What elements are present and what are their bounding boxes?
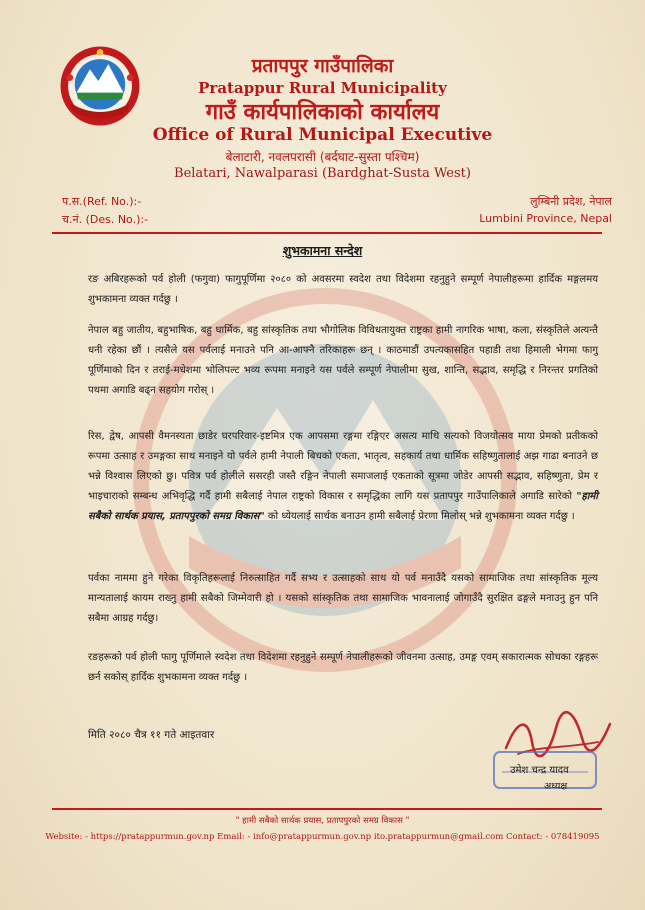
office-name-en: Office of Rural Municipal Executive bbox=[152, 125, 493, 145]
address-en: Belatari, Nawalparasi (Bardghat-Susta West) bbox=[174, 166, 471, 181]
paragraph-4: पर्वका नाममा हुने गरेका विकृतिहरूलाई निरुत्साहित गर्दै सभ्य र उत्साहको साथ यो पर्व मनाउँदै यसको सामाजिक तथा सांस्कृतिक मूल्य मान्यतालाई कायम राख्नु हामी सबैको जिम्मेवारी हो । यसको सांस्कृतिक तथा सामाजिक भावनालाई जोगाउँदै सुरक्षित ढङ्गले मनाउनु हुन पनि सबैमा आग्रह गर्दछु। bbox=[88, 573, 598, 624]
footer-contact: Website: - https://pratappurmun.gov.np Email: - info@pratappurmun.gov.np ito.pratappurmun@gmail.com Contact: - 078419095 bbox=[45, 832, 600, 842]
header-divider bbox=[52, 232, 602, 234]
paragraph-3-slogan: "हामी सबैको सार्थक प्रयास, प्रतापपुरको समग्र विकास" bbox=[88, 491, 598, 522]
municipality-name-np: प्रतापपुर गाउँपालिका bbox=[251, 55, 394, 77]
address-np: बेलाटारी, नवलपरासी (बर्दघाट-सुस्ता पश्चिम) bbox=[225, 150, 420, 164]
paragraph-3-part-b: को ध्येयलाई सार्थक बनाउन हामी सबैलाई प्रेरणा मिलोस् भन्ने शुभकामना व्यक्त गर्दछु । bbox=[264, 511, 575, 522]
province-en: Lumbini Province, Nepal bbox=[479, 212, 612, 225]
municipality-name-en: Pratappur Rural Municipality bbox=[198, 79, 447, 97]
office-name-np: गाउँ कार्यपालिकाको कार्यालय bbox=[205, 100, 440, 125]
footer-slogan: " हामी सबैको सार्थक प्रयास, प्रतापपुरको समग्र विकास " bbox=[235, 816, 410, 826]
paragraph-2: नेपाल बहु जातीय, बहुभाषिक, बहु धार्मिक, बहु सांस्कृतिक तथा भौगोलिक विविधतायुक्त राष्ट्रका हामी नागरिक भाषा, कला, संस्कृतिले अत्यन्तै धनी रहेका छौं । त्यसैले यस पर्वलाई मनाउने पनि आ-आफ्नै तरिकाहरू छन् । काठमाडौं उपत्यकासहित पहाडी तथा हिमाली भेगमा फागु पूर्णिमाको दिन र तराई-मधेशमा भोलिपल्ट भव्य रूपमा मनाइने यस पर्वले सम्पूर्ण नेपालीमा सुख, शान्ति, सद्भाव, समृद्धि र निरन्तर प्रगतिको पथमा अगाडि बढ्न सहयोग गरोस् । bbox=[88, 325, 598, 396]
letter-subject: शुभकामना सन्देश bbox=[282, 243, 363, 258]
paragraph-5: रङहरूको पर्व होली फागु पूर्णिमाले स्वदेश तथा विदेशमा रहनुहुने सम्पूर्ण नेपालीहरूको जीवनमा उत्साह, उमङ्ग एवम् सकारात्मक सोचका रङ्गहरू छर्न सकोस् हार्दिक शुभकामना व्यक्त गर्दछु । bbox=[88, 652, 598, 683]
letter-date: मिति २०८० चैत्र ११ गते आइतवार bbox=[88, 729, 215, 741]
paragraph-3 bbox=[88, 427, 598, 527]
reference-number-label: प.स.(Ref. No.):- bbox=[62, 195, 142, 208]
paragraph-1: रङ अबिरहरूको पर्व होली (फगुवा) फागुपूर्णिमा २०८० को अवसरमा स्वदेश तथा विदेशमा रहनुहुने सम्पूर्ण नेपालीहरूमा हार्दिक मङ्गलमय शुभकामना व्यक्त गर्दछु । bbox=[88, 274, 598, 305]
signatory-title: अध्यक्ष bbox=[544, 781, 568, 792]
paragraph-3-part-a: रिस, द्वेष, आपसी वैमनस्यता छाडेर घरपरिवार-इष्टमित्र एक आपसमा रङ्गमा रङ्गिएर असत्य माथि सत्यको विजयोत्सव माया प्रेमको प्रतीकको रूपमा उत्साह र उमङ्गका साथ मनाइने यो पर्वले हामी नेपाली बिचको एकता, भातृत्व, सहकार्य तथा धार्मिक सहिष्णुतालाई अझ गाढा बनाउने छ भन्ने विश्वास लिएको छु। पवित्र पर्व होलीले ससरही जस्तै रङ्गिन नेपाली समाजलाई एकताको सूत्रमा जोडेर आपसी सद्भाव, सहिष्णुता, प्रेम र भाइचाराको सम्बन्ध अभिवृद्धि गर्दै हामी सबैलाई नेपाल राष्ट्रको विकास र समृद्धिका लागि यस प्रतापपुर गाउँपालिकाले अगाडि सारेको bbox=[88, 431, 598, 502]
province-np: लुम्बिनी प्रदेश, नेपाल bbox=[530, 195, 612, 208]
dispatch-number-label: च.नं. (Des. No.):- bbox=[62, 213, 149, 226]
footer-divider bbox=[52, 808, 602, 810]
signatory-name: उमेश चन्द्र यादव bbox=[510, 765, 569, 776]
